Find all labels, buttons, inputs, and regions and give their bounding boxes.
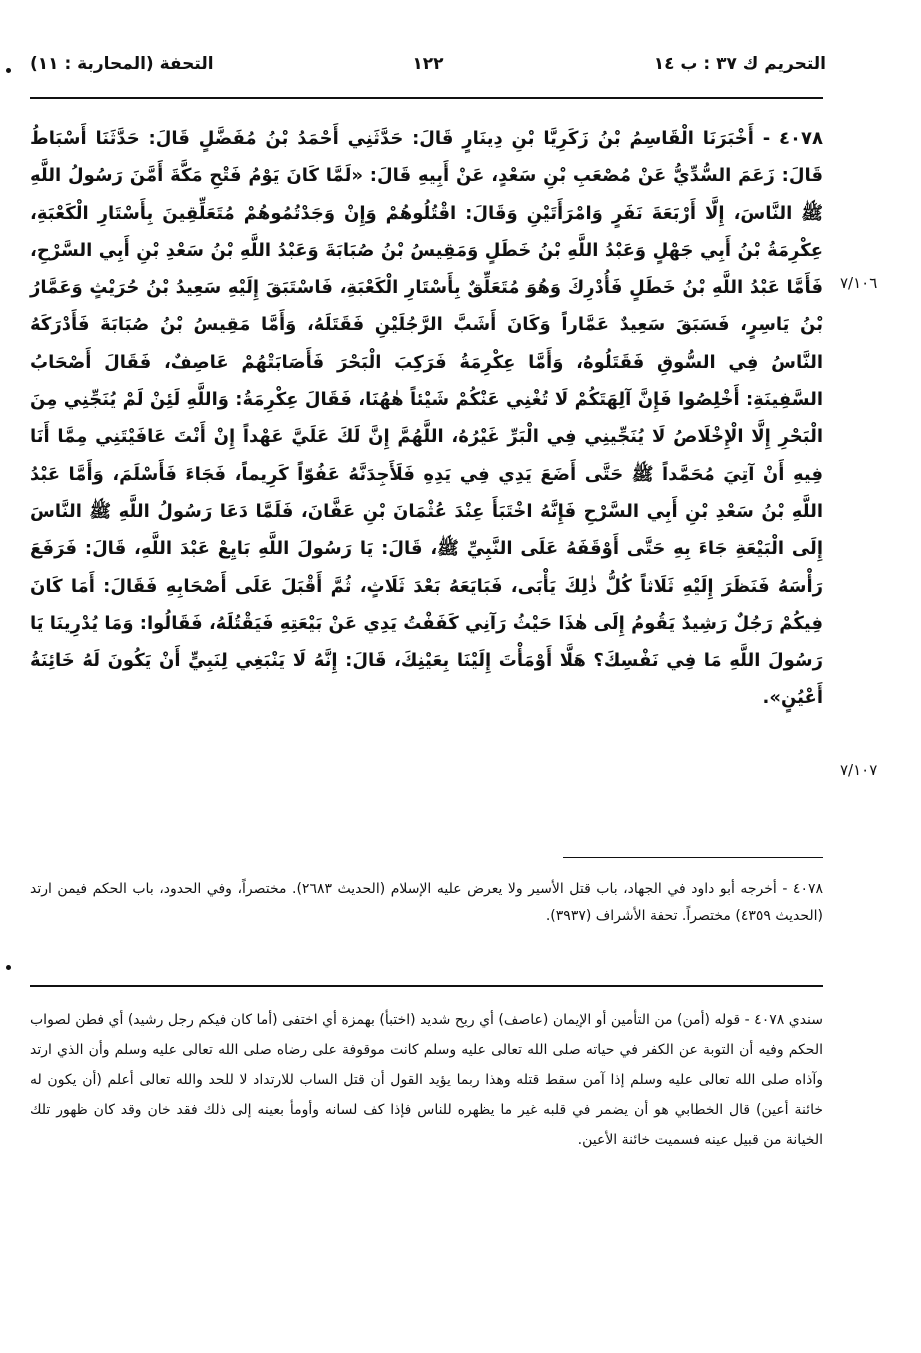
commentary-rule	[30, 985, 823, 987]
margin-note-1: ٧/١٠٦	[840, 274, 878, 292]
sindi-commentary: سندي ٤٠٧٨ - قوله (أمن) من التأمين أو الإيمان (عاصف) أي ريح شديد (اختبأ) بهمزة أي اختفى (أما كان فيكم رجل رشيد) أي فطن لصواب الحكم وفيه أن التوبة عن الكفر في حياته صلى الله تعالى عليه وسلم كانت موقوفة على رضاه صلى الله تعالى عليه وسلم وأن الذي ارتد وآذاه صلى الله تعالى عليه وسلم إذا آمن سقط قتله وهذا ربما يؤيد القول أن قتل الساب للارتداد لا للحد والله تعالى أعلم (أن يكون له خائنة أعين) قال الخطابي هو أن يضمر في قلبه غير ما يظهره للناس فإذا كف لسانه وأومأ بعينه إلى ذلك فقد خان وقد كان ظهور تلك الخيانة من قبيل عينه فسميت خائنة الأعين.	[30, 1012, 823, 1148]
takhrij-footnote: ٤٠٧٨ - أخرجه أبو داود في الجهاد، باب قتل الأسير ولا يعرض عليه الإسلام (الحديث ٢٦٨٣). مختصراً، وفي الحدود، باب الحكم فيمن ارتد (الحديث ٤٣٥٩) مختصراً. تحفة الأشراف (٣٩٣٧).	[30, 881, 823, 924]
header-rule	[30, 97, 823, 99]
margin-note-2: ٧/١٠٧	[840, 761, 878, 779]
hadith-number: ٤٠٧٨	[779, 128, 823, 149]
margin-mark-2	[6, 965, 11, 970]
hadith-body: - أَخْبَرَنَا الْقَاسِمُ بْنُ زَكَرِيَّا بْنِ دِينَارٍ قَالَ: حَدَّثَنِي أَحْمَدُ بْنُ مُفَضَّلٍ قَالَ: حَدَّثَنَا أَسْبَاطُ قَالَ: زَعَمَ السُّدِّيُّ عَنْ مُصْعَبِ بْنِ سَعْدٍ، عَنْ أَبِيهِ قَالَ: «لَمَّا كَانَ يَوْمُ فَتْحِ مَكَّةَ أَمَّنَ رَسُولُ اللَّهِ ﷺ النَّاسَ، إِلَّا أَرْبَعَةَ نَفَرٍ وَامْرَأَتَيْنِ وَقَالَ: اقْتُلُوهُمْ وَإِنْ وَجَدْتُمُوهُمْ مُتَعَلِّقِينَ بِأَسْتَارِ الْكَعْبَةِ، عِكْرِمَةُ بْنُ أَبِي جَهْلٍ وَعَبْدُ اللَّهِ بْنُ خَطَلٍ وَمَقِيسُ بْنُ صُبَابَةَ وَعَبْدُ اللَّهِ بْنُ سَعْدِ بْنِ أَبِي السَّرْحِ، فَأَمَّا عَبْدُ اللَّهِ بْنُ خَطَلٍ فَأُدْرِكَ وَهُوَ مُتَعَلِّقٌ بِأَسْتَارِ الْكَعْبَةِ، فَاسْتَبَقَ إِلَيْهِ سَعِيدُ بْنُ حُرَيْثٍ وَعَمَّارُ بْنُ يَاسِرٍ، فَسَبَقَ سَعِيدٌ عَمَّاراً وَكَانَ أَشَبَّ الرَّجُلَيْنِ فَقَتَلَهُ، وَأَمَّا مَقِيسُ بْنُ صُبَابَةَ فَأَدْرَكَهُ النَّاسُ فِي السُّوقِ فَقَتَلُوهُ، وَأَمَّا عِكْرِمَةُ فَرَكِبَ الْبَحْرَ فَأَصَابَتْهُمْ عَاصِفٌ، فَقَالَ أَصْحَابُ السَّفِينَةِ: أَخْلِصُوا فَإِنَّ آلِهَتَكُمْ لَا تُغْنِي عَنْكُمْ شَيْئاً هٰهُنَا، فَقَالَ عِكْرِمَةُ: وَاللَّهِ لَئِنْ لَمْ يُنَجِّنِي مِنَ الْبَحْرِ إِلَّا الْإِخْلَاصُ لَا يُنَجِّينِي فِي الْبَرِّ غَيْرُهُ، اللَّهُمَّ إِنَّ لَكَ عَلَيَّ عَهْداً إِنْ أَنْتَ عَافَيْتَنِي مِمَّا أَنَا فِيهِ أَنْ آتِيَ مُحَمَّداً ﷺ حَتَّى أَضَعَ يَدِي فِي يَدِهِ فَلَأَجِدَنَّهُ عَفُوّاً كَرِيماً، فَجَاءَ فَأَسْلَمَ، وَأَمَّا عَبْدُ اللَّهِ بْنُ سَعْدِ بْنِ أَبِي السَّرْحِ فَإِنَّهُ اخْتَبَأَ عِنْدَ عُثْمَانَ بْنِ عَفَّانَ، فَلَمَّا دَعَا رَسُولُ اللَّهِ ﷺ النَّاسَ إِلَى الْبَيْعَةِ جَاءَ بِهِ حَتَّى أَوْقَفَهُ عَلَى النَّبِيِّ ﷺ، قَالَ: يَا رَسُولَ اللَّهِ بَايِعْ عَبْدَ اللَّهِ، قَالَ: فَرَفَعَ رَأْسَهُ فَنَظَرَ إِلَيْهِ ثَلَاثاً كُلُّ ذٰلِكَ يَأْبَى، فَبَايَعَهُ بَعْدَ ثَلَاثٍ، ثُمَّ أَقْبَلَ عَلَى أَصْحَابِهِ فَقَالَ: أَمَا كَانَ فِيكُمْ رَجُلٌ رَشِيدٌ يَقُومُ إِلَى هٰذَا حَيْثُ رَآنِي كَفَفْتُ يَدِي عَنْ بَيْعَتِهِ فَيَقْتُلَهُ، فَقَالُوا: وَمَا يُدْرِينَا يَا رَسُولَ اللَّهِ مَا فِي نَفْسِكَ؟ هَلَّا أَوْمَأْتَ إِلَيْنَا بِعَيْنِكَ، قَالَ: إِنَّهُ لَا يَنْبَغِي لِنَبِيٍّ أَنْ يَكُونَ لَهُ خَائِنَةُ أَعْيُنٍ».	[29, 128, 823, 709]
page-header	[30, 48, 826, 88]
margin-mark-1	[6, 68, 11, 73]
hadith-text	[30, 120, 823, 717]
page-number: ١٢٢	[412, 54, 444, 74]
header-chapter-ref: التحريم ك ٣٧ : ب ١٤	[653, 54, 826, 74]
header-tuhfa-ref: التحفة (المحاربة : ١١)	[30, 54, 214, 74]
footnote-rule	[563, 857, 823, 858]
